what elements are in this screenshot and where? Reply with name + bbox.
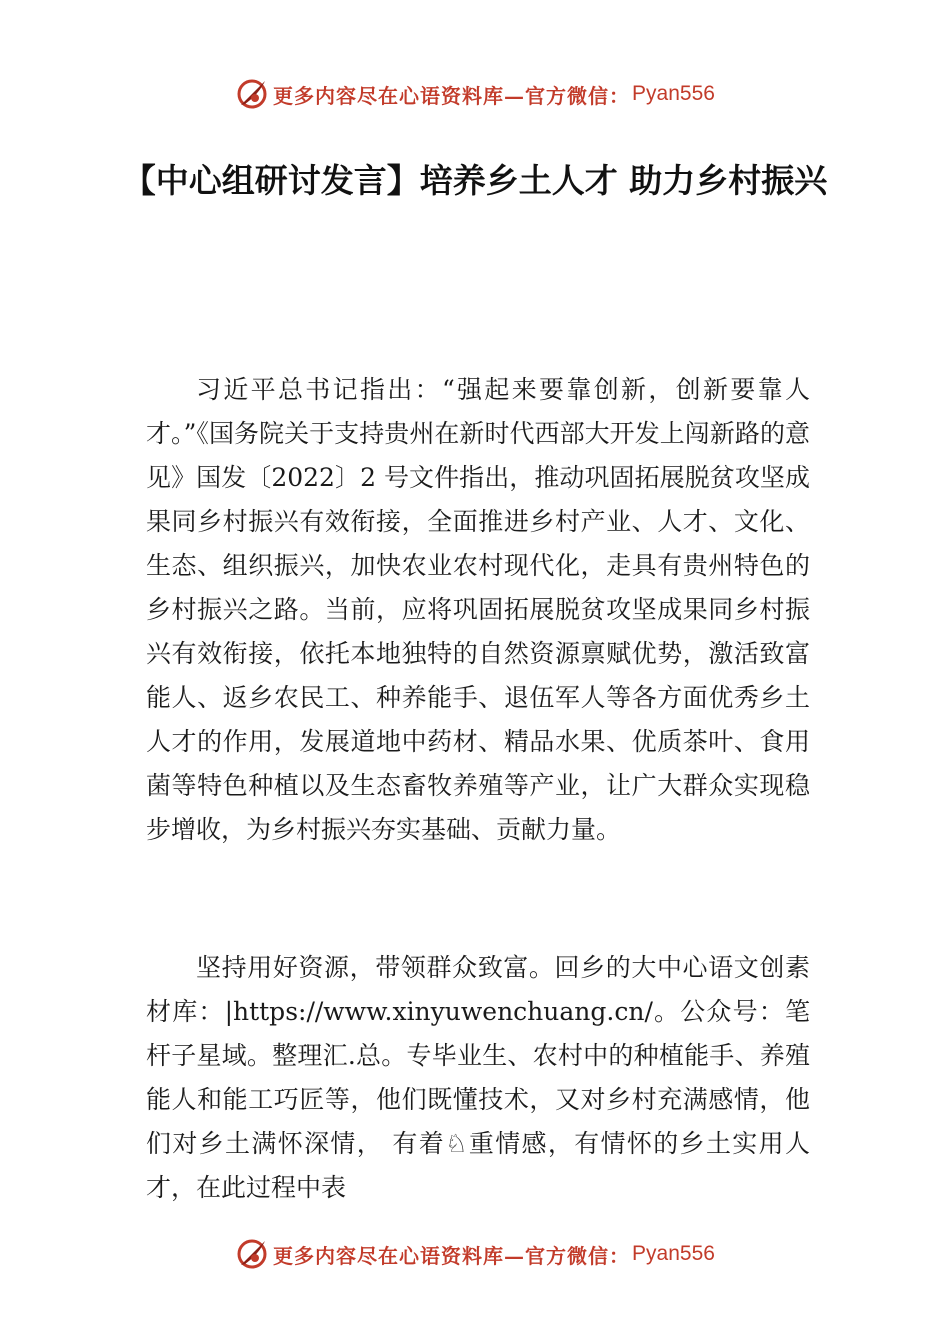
footer-banner [0, 1234, 950, 1274]
quill-logo-icon [235, 77, 269, 111]
header-wechat-id: Pyan556 [632, 82, 715, 105]
header-banner [0, 74, 950, 114]
body-paragraph-1: 习近平总书记指出：“强起来要靠创新，创新要靠人才。”《国务院关于支持贵州在新时代西部大开发上闯新路的意见》国发〔2022〕2 号文件指出，推动巩固拓展脱贫攻坚成果同乡村振兴有效衔接，全面推进乡村产业、人才、文化、生态、组织振兴，加快农业农村现代化，走具有贵州特色的乡村振兴之路。当前，应将巩固拓展脱贫攻坚成果同乡村振兴有效衔接，依托本地独特的自然资源禀赋优势，激活致富能人、返乡农民工、种养能手、退伍军人等各方面优秀乡土人才的作用，发展道地中药材、精品水果、优质茶叶、食用菌等特色种植以及生态畜牧养殖等产业，让广大群众实现稳步增收，为乡村振兴夯实基础、贡献力量。 [146, 375, 810, 844]
footer-wechat-id: Pyan556 [632, 1242, 715, 1265]
body-paragraph-2: 坚持用好资源，带领群众致富。回乡的大中心语文创素材库：|https://www.xinyuwenchuang.cn/。公众号：笔杆子星域。整理汇.总。专毕业生、农村中的种植能手、养殖能人和能工巧匠等，他们既懂技术，又对乡村充满感情，他们对乡土满怀深情， 有着♘重情感，有情怀的乡土实用人才，在此过程中表 [146, 953, 810, 1202]
document-title: 【中心组研讨发言】培养乡土人才 助力乡村振兴 [122, 161, 828, 200]
quill-logo-icon [235, 1237, 269, 1271]
header-banner-text: 更多内容尽在心语资料库—官方微信： [273, 83, 631, 108]
footer-banner-text: 更多内容尽在心语资料库—官方微信： [273, 1243, 631, 1268]
